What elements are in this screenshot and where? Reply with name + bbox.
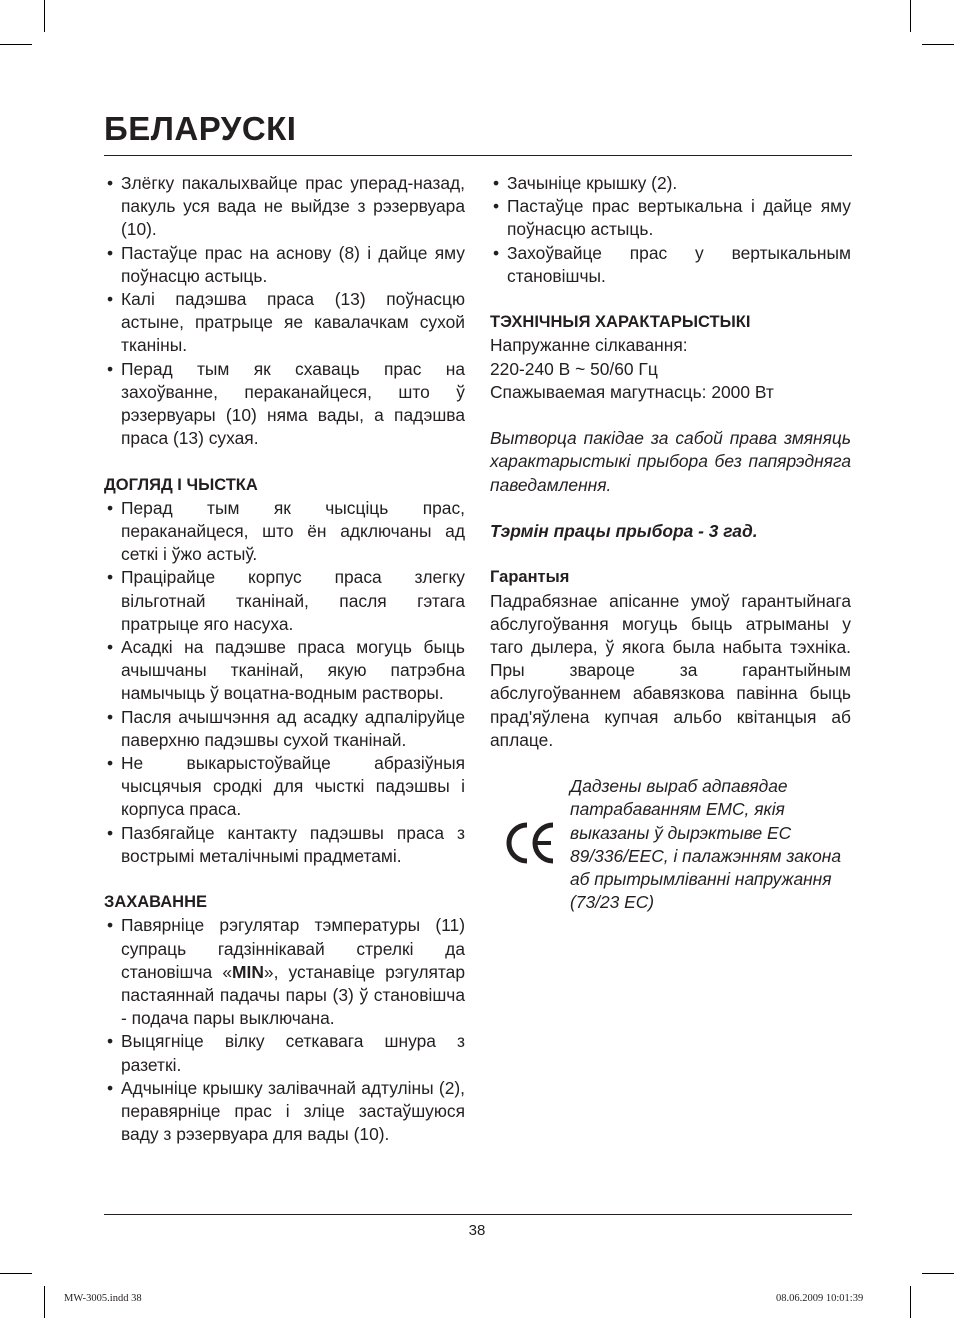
header-rule xyxy=(104,155,852,156)
specs-section-title: ТЭХНІЧНЫЯ ХАРАКТАРЫСТЫКІ xyxy=(490,313,751,332)
list-item: • Зачыніце крышку (2). xyxy=(490,172,851,195)
crop-mark xyxy=(910,1286,911,1318)
list-item: • Асадкі на падэшве праса могуць быць ачышчаны тканінай, якую патрэбна намычыць ў воцатна-водным растворы. xyxy=(104,636,465,706)
list-item: • Пастаўце прас вертыкальна і дайце яму поўнасцю астыць. xyxy=(490,195,851,241)
footer-rule xyxy=(104,1214,852,1215)
page-number: 38 xyxy=(468,1222,486,1239)
service-life: Тэрмін працы прыбора - 3 гад. xyxy=(490,521,758,541)
ce-compliance-text: Дадзены выраб адпавядае патрабаванням ЕМС, якія выказаны ў дырэктыве ЕС 89/336/ЕЕС, і палажэнням закона аб прытрымліванні напружання (73/23 ЕС) xyxy=(570,776,842,913)
warranty-text: Падрабязнае апісанне умоў гарантыйнага абслугоўвання могуць быць атрыманы у таго дылера, ў якога была набыта тэхніка. Пры звароце за гарантыйным абслугоўваннем абавязкова павінна быць прад'яўлена купчая альбо квітанцыя аб аплаце. xyxy=(490,590,851,750)
storage-section-title: ЗАХАВАННЕ xyxy=(104,893,208,912)
crop-mark xyxy=(910,0,911,32)
crop-mark xyxy=(44,1286,45,1318)
storage-continued-list xyxy=(490,172,851,288)
list-item: • Пазбягайце кантакту падэшвы праса з вострымі металічнымі прадметамі. xyxy=(104,822,465,868)
crop-mark xyxy=(0,44,32,45)
list-item: • Калі падэшва праса (13) поўнасцю астыне, пратрыце яе кавалачкам сухой тканіны. xyxy=(104,288,465,358)
list-item: • Злёгку пакалыхвайце прас уперад-назад, пакуль уся вада не выйдзе з рэзервуара (10). xyxy=(104,172,465,242)
left-column xyxy=(104,172,465,1147)
list-item: • Працірайце корпус праса злегку вільготнай тканінай, пасля гэтага пратрыце яго насуха. xyxy=(104,566,465,636)
slug-file: MW-3005.indd 38 xyxy=(64,1293,142,1304)
crop-mark xyxy=(922,1273,954,1274)
care-list xyxy=(104,497,465,868)
list-item: • Выцягніце вілку сеткавага шнура з разеткі. xyxy=(104,1030,465,1076)
spec-voltage-label: Напружанне сілкавання: xyxy=(490,335,688,356)
crop-mark xyxy=(44,0,45,32)
list-item: • Перад тым як схаваць прас на захоўванне, пераканайцеся, што ў рэзервуары (10) няма вады, а падэшва праса (13) сухая. xyxy=(104,358,465,451)
ce-mark-icon xyxy=(506,821,558,865)
crop-mark xyxy=(0,1273,32,1274)
min-label: MIN xyxy=(232,961,264,982)
list-item: • Адчыніце крышку залівачнай адтуліны (2), перавярніце прас і зліце застаўшуюся ваду з рэзервуара для вады (10). xyxy=(104,1077,465,1147)
page-title: БЕЛАРУСКІ xyxy=(104,110,297,147)
list-item: • Захоўвайце прас у вертыкальным становішчы. xyxy=(490,242,851,288)
storage-text-pre: Павярніце рэгулятар тэмпературы (11) супраць гадзіннікавай стрелкі да становішча « xyxy=(121,915,465,982)
list-item: • Пасля ачышчэння ад асадку адпаліруйце паверхню падэшвы сухой тканінай. xyxy=(104,706,465,752)
list-item: • Не выкарыстоўвайце абразіўныя чысцячыя сродкі для чысткі падэшвы і корпуса праса. xyxy=(104,752,465,822)
care-section-title: ДОГЛЯД І ЧЫСТКА xyxy=(104,475,258,494)
storage-list xyxy=(104,914,465,1146)
ce-compliance-block xyxy=(490,775,851,915)
crop-mark xyxy=(922,44,954,45)
storage-text-post: », устанавіце рэгулятар пастаяннай падачы пары (3) ў становішча - подача пары выключана. xyxy=(121,961,466,1029)
list-item: • Пастаўце прас на аснову (8) і дайце яму поўнасцю астыць. xyxy=(104,242,465,288)
list-item: • Перад тым як чысціць прас, пераканайцеся, што ён адключаны ад сеткі і ўжо астыў. xyxy=(104,497,465,567)
warranty-section-title: Гарантыя xyxy=(490,568,570,587)
intro-list xyxy=(104,172,465,450)
spec-voltage-value: 220-240 В ~ 50/60 Гц xyxy=(490,358,658,379)
slug-datetime: 08.06.2009 10:01:39 xyxy=(776,1293,864,1304)
spec-power: Спажываемая магутнасць: 2000 Вт xyxy=(490,381,774,402)
right-column xyxy=(490,172,851,915)
list-item xyxy=(104,914,465,1030)
disclaimer: Вытворца пакідае за сабой права змяняць характарыстыкі прыбора без папярэдняга паведамлення. xyxy=(490,428,851,495)
